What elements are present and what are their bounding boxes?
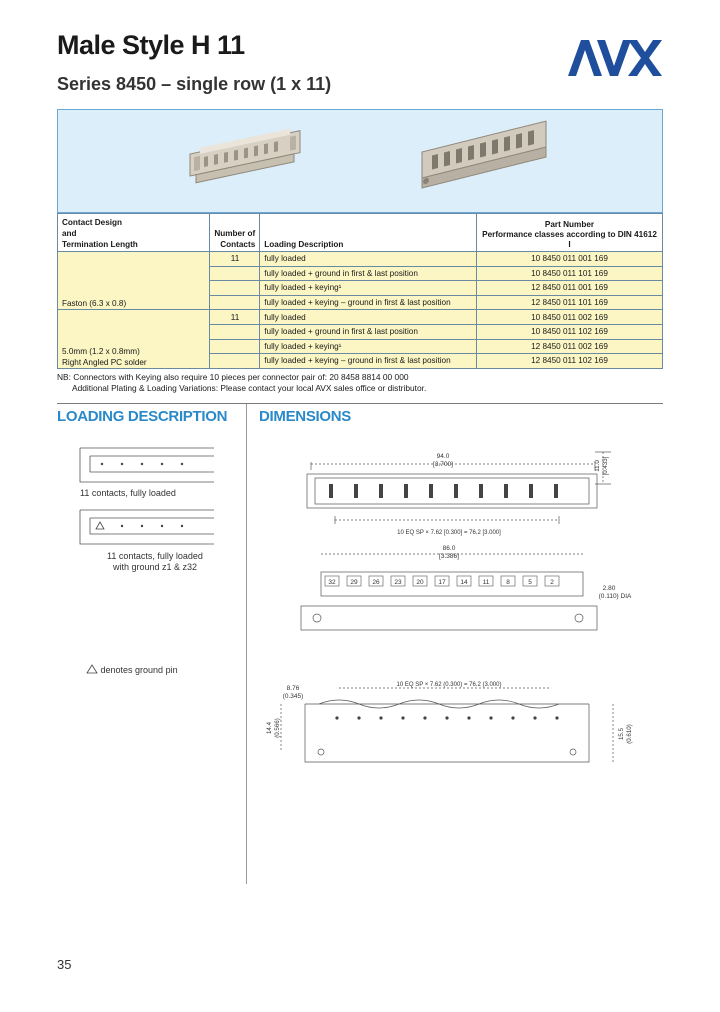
dim-right-height: 15.5 <box>618 727 625 741</box>
contact-number-label: 29 <box>350 579 358 586</box>
dim-offset: 8.76 <box>286 685 300 692</box>
contact-number-label: 26 <box>372 579 380 586</box>
avx-logo <box>568 36 664 78</box>
column-divider <box>246 404 247 884</box>
section-divider <box>57 403 663 404</box>
cell-part-number: 12 8450 011 101 169 <box>477 295 663 310</box>
dim-pitch-bottom: 10 EQ SP × 7.62 (0.300) = 76.2 (3.000) <box>396 682 502 688</box>
ground-pin-icon <box>86 664 98 674</box>
cell-contacts <box>210 354 260 369</box>
ground-pin-icon <box>96 522 104 529</box>
connector-photos <box>58 110 662 212</box>
table-notes <box>57 372 426 393</box>
page-number: 35 <box>57 957 72 972</box>
contact-number-label: 23 <box>394 579 402 586</box>
cell-part-number: 12 8450 011 102 169 <box>477 354 663 369</box>
header-part-number: Part Number Performance classes according to DIN 41612 I <box>477 214 663 252</box>
dim-body-length: 86.0 <box>442 545 456 552</box>
contact-dots <box>101 463 183 465</box>
contact-number-label: 20 <box>416 579 424 586</box>
part-number-table <box>57 213 663 369</box>
cell-contacts <box>210 266 260 281</box>
dim-hole-dia-in: (0.110) DIA <box>598 593 632 600</box>
dim-overall-length-in: [3.700] <box>433 461 453 468</box>
page-title: Male Style H 11 <box>57 30 245 60</box>
contact-number-label: 14 <box>460 579 468 586</box>
header-loading-description: Loading Description <box>260 214 477 252</box>
caption-ground: 11 contacts, fully loaded with ground z1 & z32 <box>107 551 203 572</box>
note-variations: Additional Plating & Loading Variations: Please contact your local AVX sales office or distributor. <box>72 382 427 393</box>
page-subtitle: Series 8450 – single row (1 x 11) <box>57 74 332 94</box>
table-row <box>58 252 663 267</box>
cell-part-number: 10 8450 011 002 169 <box>477 310 663 325</box>
table-row <box>58 310 663 325</box>
contact-number-label: 8 <box>506 579 510 586</box>
cell-design-faston: Faston (6.3 x 0.8) <box>58 252 210 310</box>
cell-contacts <box>210 339 260 354</box>
contact-number-boxes <box>325 576 559 586</box>
connector-photo-right <box>422 121 546 188</box>
contact-number-label: 17 <box>438 579 446 586</box>
header-contact-design: Contact Design and Termination Length <box>58 214 210 252</box>
cell-loading: fully loaded + ground in first & last position <box>260 324 477 339</box>
cell-loading: fully loaded + keying¹ <box>260 339 477 354</box>
contact-number-label: 11 <box>482 579 490 586</box>
cell-contacts: 11 <box>210 310 260 325</box>
cell-loading: fully loaded + ground in first & last position <box>260 266 477 281</box>
dim-height-in: [0.433] <box>602 456 609 476</box>
cell-part-number: 10 8450 011 102 169 <box>477 324 663 339</box>
dim-left-height-in: (0.566) <box>274 718 281 738</box>
cell-loading: fully loaded <box>260 310 477 325</box>
cell-part-number: 12 8450 011 001 169 <box>477 281 663 296</box>
dim-left-height: 14.4 <box>266 721 273 735</box>
cell-design-solder: 5.0mm (1.2 x 0.8mm) Right Angled PC solder <box>58 310 210 368</box>
cell-contacts <box>210 324 260 339</box>
cell-loading: fully loaded + keying – ground in first & last position <box>260 295 477 310</box>
dimension-drawing <box>259 440 663 780</box>
section-heading-dimensions: DIMENSIONS <box>259 408 352 425</box>
cell-part-number: 10 8450 011 001 169 <box>477 252 663 267</box>
dim-hole-dia: 2.80 <box>602 585 616 592</box>
caption-fully-loaded: 11 contacts, fully loaded <box>80 488 176 498</box>
cell-loading: fully loaded + keying – ground in first & last position <box>260 354 477 369</box>
cell-contacts <box>210 281 260 296</box>
cell-contacts: 11 <box>210 252 260 267</box>
connector-photo-left <box>190 127 300 184</box>
contact-number-label: 32 <box>328 579 336 586</box>
contact-number-label: 2 <box>550 579 554 586</box>
dim-overall-length: 94.0 <box>436 453 450 460</box>
cell-part-number: 10 8450 011 101 169 <box>477 266 663 281</box>
cell-loading: fully loaded + keying¹ <box>260 281 477 296</box>
cell-part-number: 12 8450 011 002 169 <box>477 339 663 354</box>
note-keying: NB: Connectors with Keying also require 10 pieces per connector pair of: 20 8458 8814 00 000 <box>57 372 409 382</box>
cell-loading: fully loaded <box>260 252 477 267</box>
dim-offset-in: (0.345) <box>282 693 304 700</box>
product-photo-panel <box>57 109 663 213</box>
cell-contacts <box>210 295 260 310</box>
contact-number-label: 5 <box>528 579 532 586</box>
dim-pitch-top: 10 EQ SP × 7.62 [0.300] = 76.2 [3.000] <box>397 530 501 536</box>
section-heading-loading: LOADING DESCRIPTION <box>57 408 228 425</box>
dim-body-length-in: [3.386] <box>439 553 459 560</box>
dim-right-height-in: (0.610) <box>626 724 633 744</box>
loading-diagram-full <box>80 448 214 482</box>
table-header-row <box>58 214 663 252</box>
loading-diagram-ground <box>80 510 214 544</box>
ground-legend: denotes ground pin <box>86 664 178 675</box>
header-number-of-contacts: Number of Contacts <box>210 214 260 252</box>
dim-height: 11.0 <box>594 460 601 472</box>
